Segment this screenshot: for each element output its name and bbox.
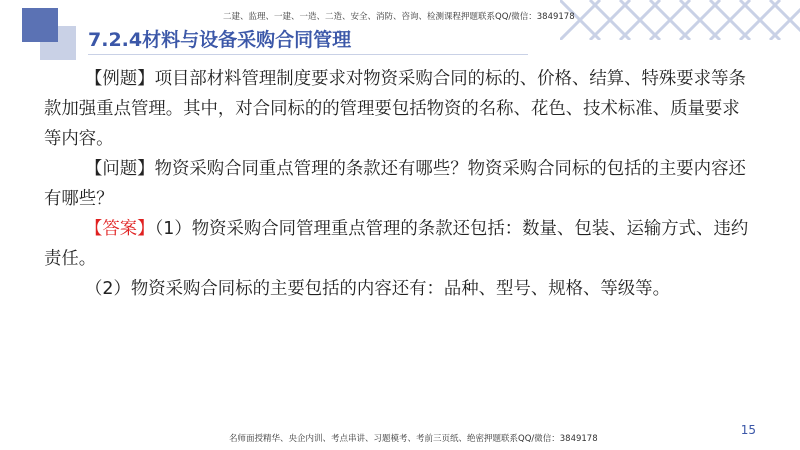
top-contact-banner: 二建、监理、一建、一造、二造、安全、消防、咨询、检测课程押题联系QQ/微信：3849178	[223, 12, 575, 22]
title-underline	[88, 54, 528, 55]
answer-part-2-paragraph: （2）物资采购合同标的主要包括的内容还有：品种、型号、规格、等级等。	[85, 279, 670, 299]
bottom-contact-banner: 名师面授精华、央企内训、考点串讲、习题模考、考前三页纸、绝密押题联系QQ/微信：3849178	[229, 434, 598, 444]
section-title: 7.2.4材料与设备采购合同管理	[88, 29, 352, 51]
question-paragraph: 【问题】物资采购合同重点管理的条款还有哪些？物资采购合同标的包括的主要内容还有哪些？	[44, 159, 746, 209]
example-paragraph: 【例题】项目部材料管理制度要求对物资采购合同的标的、价格、结算、特殊要求等条款加强重点管理。其中，对合同标的的管理要包括物资的名称、花色、技术标准、质量要求等内容。	[44, 69, 746, 149]
page-number: 15	[740, 423, 756, 437]
lattice-decoration	[560, 0, 800, 40]
answer-part-1: （1）物资采购合同管理重点管理的条款还包括：数量、包装、运输方式、违约责任。	[44, 219, 749, 269]
answer-paragraph	[44, 214, 756, 274]
decorative-square-dark	[22, 8, 58, 42]
answer-label: 【答案】	[85, 219, 155, 239]
slide-body	[44, 64, 756, 304]
